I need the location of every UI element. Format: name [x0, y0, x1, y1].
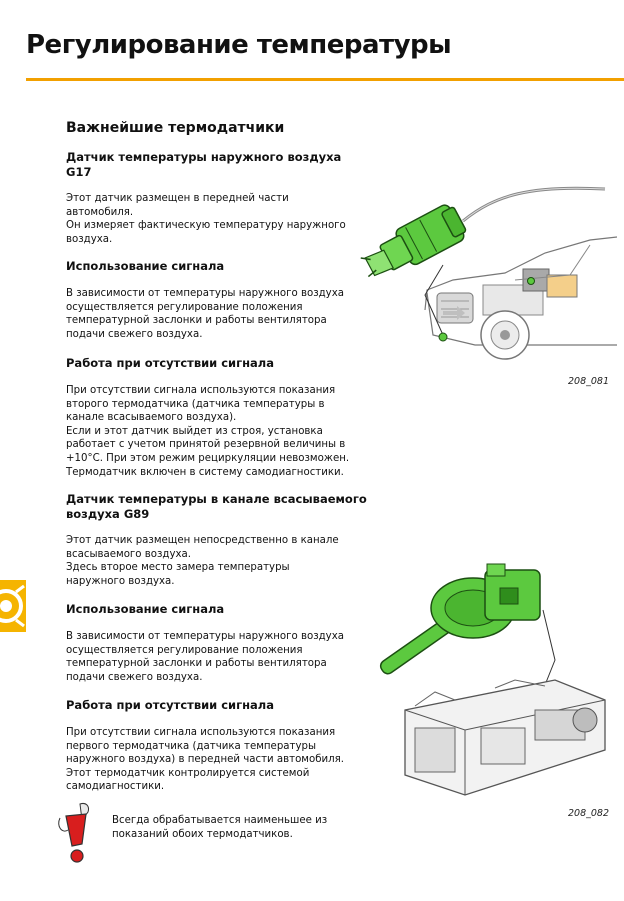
section-heading-signal-use-1: Использование сигнала: [66, 259, 225, 273]
section-text-signal-use-1: В зависимости от температуры наружного воздуха осуществляется регулирование положения температурной заслонки и работы вентилятора подачи свежего воздуха.: [66, 288, 344, 340]
figure-caption-1: 208_081: [568, 376, 610, 387]
section-text-g89: Этот датчик размещен непосредственно в канале всасываемого воздуха. Здесь второе место замера температуры наружного воздуха.: [66, 535, 339, 587]
section-text-no-signal-2: При отсутствии сигнала используются показания первого термодатчика (датчика температуры наружного воздуха) в передней части автомобиля. Этот термодатчик контролируется системой самодиагностики.: [66, 727, 345, 793]
section-text-no-signal-1: При отсутствии сигнала используются показания второго термодатчика (датчика температуры в канале всасываемого воздуха). Если и этот датчик выйдет из строя, установка работает с учетом принятой резервной величины в +10°С. При этом режим рециркуляции невозможен. Термодатчик включен в систему самодиагностики.: [66, 385, 350, 478]
side-tab-marker: [0, 580, 26, 632]
section-text-signal-use-2: В зависимости от температуры наружного воздуха осуществляется регулирование положения температурной заслонки и работы вентилятора подачи свежего воздуха.: [66, 631, 344, 683]
figure-caption-2: 208_082: [568, 808, 610, 819]
title-rule: [26, 78, 624, 81]
note-text: Всегда обрабатывается наименьшее из показаний обоих термодатчиков.: [112, 815, 328, 840]
page-title: Регулирование температуры: [26, 30, 452, 60]
section-heading-signal-use-2: Использование сигнала: [66, 602, 225, 616]
attention-hand-icon: [56, 800, 100, 866]
section-heading-no-signal-1: Работа при отсутствии сигнала: [66, 356, 274, 370]
section-heading-no-signal-2: Работа при отсутствии сигнала: [66, 698, 274, 712]
intake-air-sensor-figure: [355, 560, 617, 805]
main-heading: Важнейшие термодатчики: [66, 120, 285, 136]
section-text-g17: Этот датчик размещен в передней части автомобиля. Он измеряет фактическую температуру наружного воздуха.: [66, 193, 346, 245]
section-heading-g89: Датчик температуры в канале всасываемого воздуха G89: [66, 492, 367, 521]
section-heading-g17: Датчик температуры наружного воздуха G17: [66, 150, 342, 179]
side-tab-icon: [0, 580, 26, 632]
outside-air-sensor-figure: [355, 185, 617, 370]
